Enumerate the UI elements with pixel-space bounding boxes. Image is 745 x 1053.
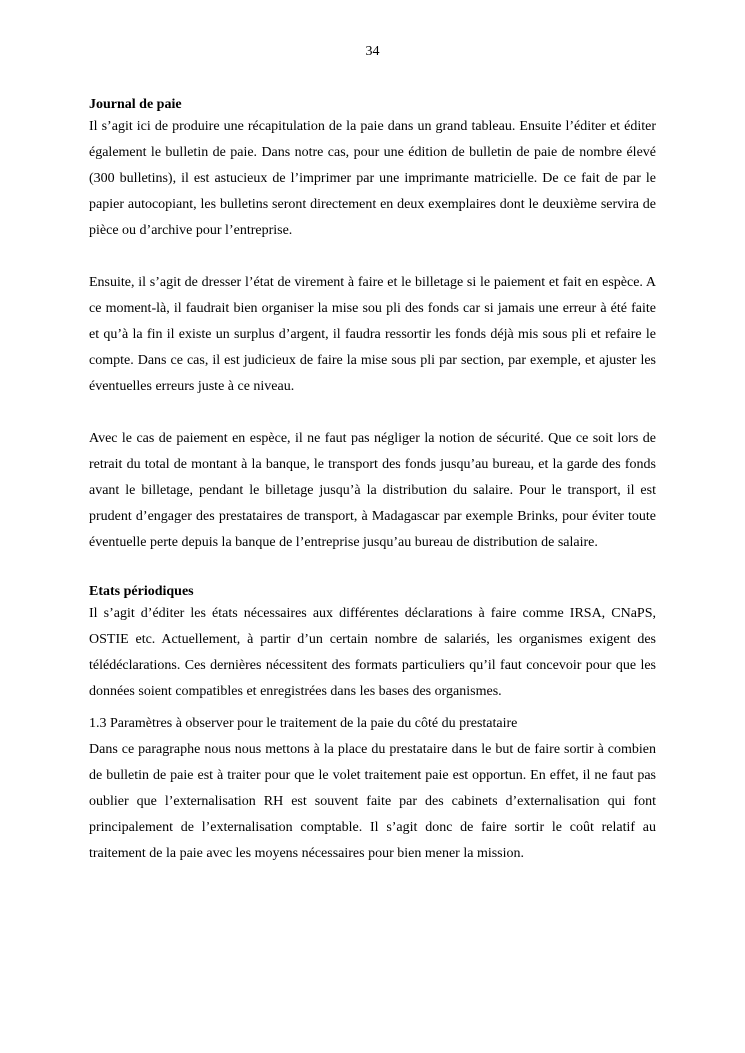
paragraph-spacer [89, 556, 656, 582]
paragraph-securite: Avec le cas de paiement en espèce, il ne faut pas négliger la notion de sécurité. Que ce soit lors de retrait du total de montant à la banque, le transport des fonds jusqu’au bureau, et la garde des fonds avant le billetage, pendant le billetage jusqu’à la distribution du salaire. Pour le transport, il est prudent d’engager des prestataires de transport, à Madagascar par exemple Brinks, pour éviter toute éventuelle perte depuis la banque de l’entreprise jusqu’au bureau de distribution de salaire. [89, 431, 656, 550]
paragraph-spacer [89, 400, 656, 426]
page-number: 34 [365, 44, 380, 59]
section-heading-parametres: 1.3 Paramètres à observer pour le traitement de la paie du côté du prestataire [89, 716, 518, 731]
section-heading-etats-periodiques: Etats périodiques [89, 584, 194, 599]
paragraph-virement-billetage: Ensuite, il s’agit de dresser l’état de virement à faire et le billetage si le paiement et fait en espèce. A ce moment-là, il faudrait bien organiser la mise sou pli des fonds car si jamais une erreur à été faite et qu’à la fin il existe un surplus d’argent, il faudra ressortir les fonds déjà mis sous pli et refaire le compte. Dans ce cas, il est judicieux de faire la mise sous pli par section, par exemple, et ajuster les éventuelles erreurs juste à ce niveau. [89, 275, 656, 394]
paragraph-spacer [89, 244, 656, 270]
paragraph-parametres: Dans ce paragraphe nous nous mettons à la place du prestataire dans le but de faire sortir à combien de bulletin de paie est à traiter pour que le volet traitement paie est opportun. En effet, il ne faut pas oublier que l’externalisation RH est souvent faite par des cabinets d’externalisation qui font principalement de l’externalisation comptable. Il s’agit donc de faire sortir le coût relatif au traitement de la paie avec les moyens nécessaires pour bien mener la mission. [89, 742, 656, 861]
paragraph-etats-periodiques: Il s’agit d’éditer les états nécessaires aux différentes déclarations à faire comme IRSA, CNaPS, OSTIE etc. Actuellement, à partir d’un certain nombre de salariés, les organismes exigent des télédéclarations. Ces dernières nécessitent des formats particuliers qu’il faut concevoir pour que les données soient compatibles et enregistrées dans les bases des organismes. [89, 606, 656, 699]
section-heading-journal-de-paie: Journal de paie [89, 97, 182, 112]
page-content [89, 95, 656, 867]
paragraph-journal-intro: Il s’agit ici de produire une récapitulation de la paie dans un grand tableau. Ensuite l’éditer et éditer également le bulletin de paie. Dans notre cas, pour une édition de bulletin de paie de nombre élevé (300 bulletins), il est astucieux de l’imprimer par une imprimante matricielle. De ce fait de par le papier autocopiant, les bulletins seront directement en deux exemplaires dont le deuxième servira de pièce ou d’archive pour l’entreprise. [89, 119, 656, 238]
